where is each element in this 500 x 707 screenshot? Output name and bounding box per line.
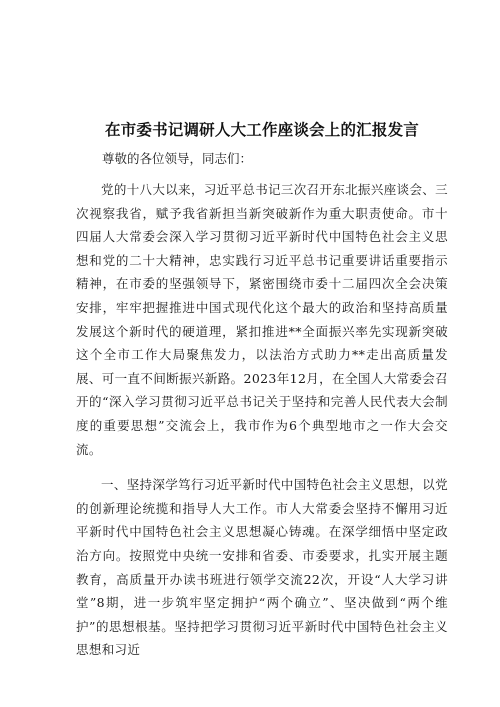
paragraph-section-1: 一、坚持深学笃行习近平新时代中国特色社会主义思想，以党的创新理论统揽和指导人大工作。市人大常委会坚持不懈用习近平新时代中国特色社会主义思想凝心铸魂。在深学细悟中坚定政治方向。按照党中央统一安排和省委、市委要求，扎实开展主题教育，高质量开办读书班进行领学交流22次，开设“人大学习讲堂”8期，进一步筑牢坚定拥护“两个确立”、坚决做到“两个维护”的思想根基。坚持把学习贯彻习近平新时代中国特色社会主义思想和习近 — [76, 477, 448, 658]
paragraph-intro: 党的十八大以来，习近平总书记三次召开东北振兴座谈会、三次视察我省，赋予我省新担当新突破新作为重大职责使命。市十四届人大常委会深入学习贯彻习近平新时代中国特色社会主义思想和党的二十大精神，忠实践行习近平总书记重要讲话重要指示精神，在市委的坚强领导下，紧密围绕市委十二届四次全会决策安排，牢牢把握推进中国式现代化这个最大的政治和坚持高质量发展这个新时代的硬道理，紧扣推进**全面振兴率先实现新突破这个全市工作大局聚焦发力，以法治方式助力**走出高质量发展、可一直不间断振兴新路。2023年12月，在全国人大常委会召开的“深入学习贯彻习近平总书记关于坚持和完善人民代表大会制度的重要思想”交流会上，我市作为6个典型地市之一作大会交流。 — [76, 182, 448, 457]
greeting: 尊敬的各位领导，同志们： — [102, 151, 253, 166]
document-title: 在市委书记调研人大工作座谈会上的汇报发言 — [104, 121, 419, 139]
